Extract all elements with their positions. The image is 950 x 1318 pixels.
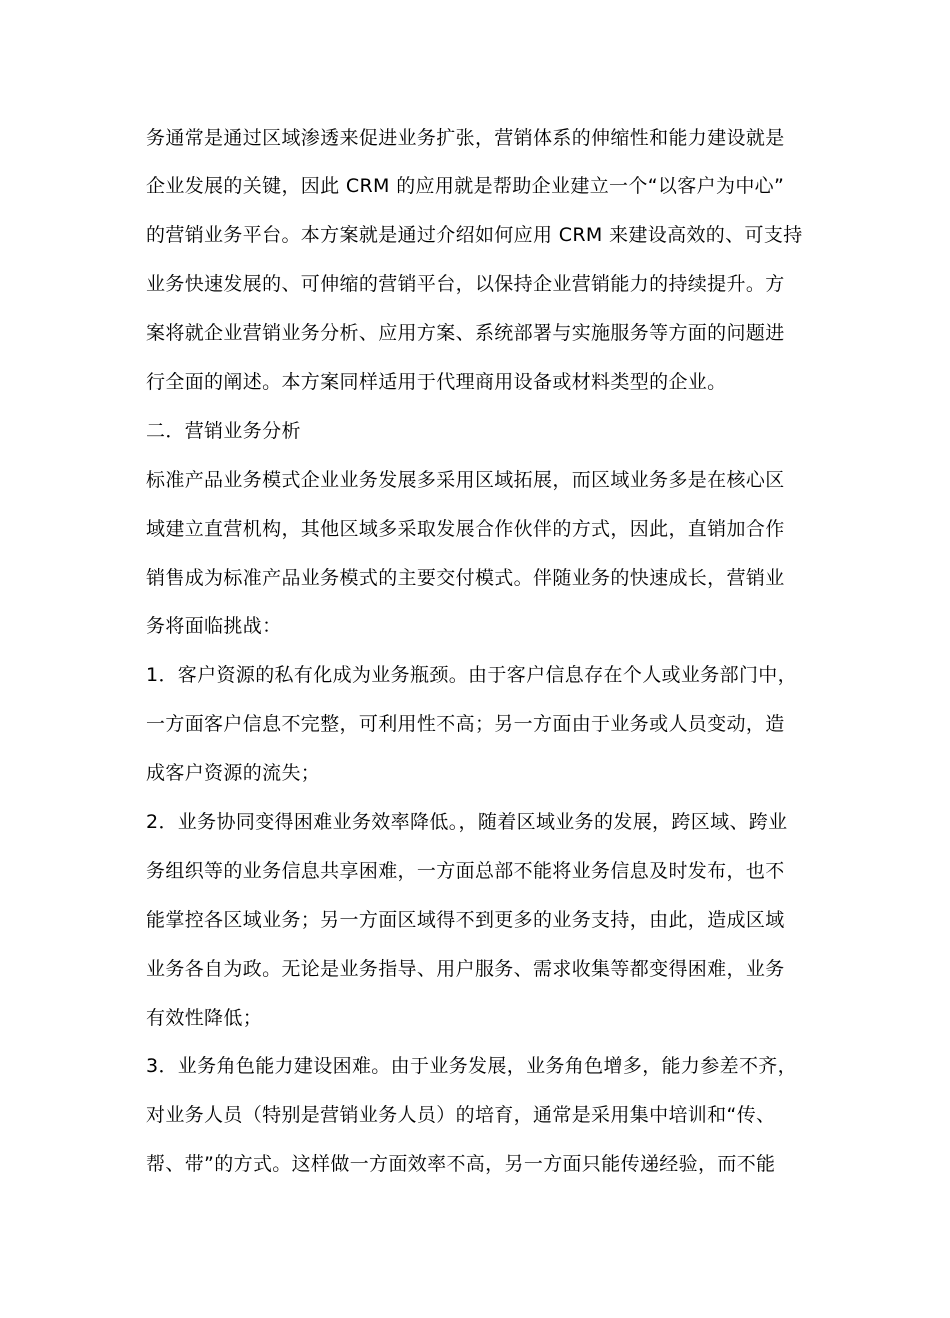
list-item-line: 成客户资源的流失； [146, 762, 321, 784]
list-item-line: 对业务人员（特别是营销业务人员）的培育，通常是采用集中培训和“传、 [146, 1104, 776, 1126]
list-item-line: 有效性降低； [146, 1007, 263, 1029]
list-item-line: 能掌控各区域业务；另一方面区域得不到更多的业务支持，由此，造成区域 [146, 909, 785, 931]
paragraph-line: 域建立直营机构，其他区域多采取发展合作伙伴的方式，因此，直销加合作 [146, 518, 785, 540]
paragraph-line: 销售成为标准产品业务模式的主要交付模式。伴随业务的快速成长，营销业 [146, 567, 785, 589]
paragraph-line: 行全面的阐述。本方案同样适用于代理商用设备或材料类型的企业。 [146, 371, 727, 393]
list-item-line: 2．业务协同变得困难业务效率降低。，随着区域业务的发展，跨区域、跨业 [146, 811, 788, 833]
list-item-line: 业务各自为政。无论是业务指导、用户服务、需求收集等都变得困难，业务 [146, 958, 785, 980]
list-item-line: 一方面客户信息不完整，可利用性不高；另一方面由于业务或人员变动，造 [146, 713, 785, 735]
paragraph-line: 务将面临挑战： [146, 615, 282, 637]
paragraph-line: 案将就企业营销业务分析、应用方案、系统部署与实施服务等方面的问题进 [146, 322, 785, 344]
section-heading: 二．营销业务分析 [146, 420, 301, 442]
paragraph-line: 务通常是通过区域渗透来促进业务扩张，营销体系的伸缩性和能力建设就是 [146, 127, 785, 149]
list-item-line: 务组织等的业务信息共享困难，一方面总部不能将业务信息及时发布，也不 [146, 860, 785, 882]
paragraph-line: 企业发展的关键，因此 CRM 的应用就是帮助企业建立一个“以客户为中心” [146, 175, 785, 197]
list-item-line: 1．客户资源的私有化成为业务瓶颈。由于客户信息存在个人或业务部门中， [146, 664, 797, 686]
list-item-line: 帮、带”的方式。这样做一方面效率不高，另一方面只能传递经验，而不能 [146, 1153, 776, 1175]
paragraph-line: 的营销业务平台。本方案就是通过介绍如何应用 CRM 来建设高效的、可支持 [146, 224, 803, 246]
paragraph-line: 业务快速发展的、可伸缩的营销平台，以保持企业营销能力的持续提升。方 [146, 273, 785, 295]
paragraph-line: 标准产品业务模式企业业务发展多采用区域拓展，而区域业务多是在核心区 [146, 469, 785, 491]
list-item-line: 3．业务角色能力建设困难。由于业务发展，业务角色增多，能力参差不齐， [146, 1055, 797, 1077]
